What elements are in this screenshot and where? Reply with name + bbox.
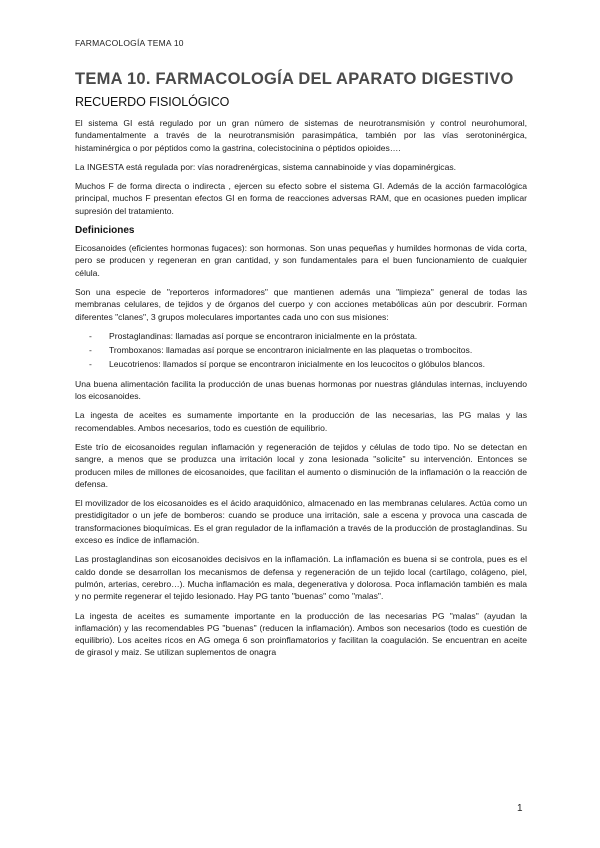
eicosanoid-list	[75, 330, 527, 371]
paragraph-def-2: Son una especie de "reporteros informadores" que mantienen además una "limpieza" general de todas las membranas celulares, de tejidos y de órganos del cuerpo y con acciones metabólicas aún por descubrir. Forman diferentes "clanes", 3 grupos moleculares importantes cada uno con sus misiones:	[75, 286, 527, 322]
paragraph-body-5: Las prostaglandinas son eicosanoides decisivos en la inflamación. La inflamación es buena si se controla, pues es el caldo donde se desarrollan los mecanismos de defensa y regeneración de un tejido local (cartílago, colágeno, piel, pulmón, arterias, cerebro…). Mucha inflamación es mala, degenerativa y dolorosa. Poca inflamación también es mala y no permite regenerar el tejido lesionado. Hay PG tanto "buenas" como "malas".	[75, 554, 527, 602]
list-item	[75, 358, 527, 370]
paragraph-body-3: Este trío de eicosanoides regulan inflamación y regeneración de tejidos y células de todo tipo. No se detectan en sangre, a menos que se produzca una irritación local y zona lesionada "solicite" su intervención. Entonces se producen miles de millones de eicosanoides, que facilitan el aumento o disminución de la inflamación o la reacción de defensa.	[75, 441, 527, 489]
running-header: FARMACOLOGÍA TEMA 10	[75, 38, 184, 48]
paragraph-intro-1: El sistema GI está regulado por un gran número de sistemas de neurotransmisión y control neurohumoral, fundamentalmente a través de la neurotransmisión parasimpática, también por las vías serotoninérgica, histaminérgica o por péptidos como la gastrina, colecistocinina o péptidos opioides….	[75, 118, 527, 153]
paragraph-body-6: La ingesta de aceites es sumamente importante en la producción de las necesarias PG "malas" (ayudan la inflamación) y las recomendables PG "buenas" (reducen la inflamación). Ambos son necesarios (todo es cuestión de equilibrio). Los aceites ricos en AG omega 6 son proinflamatorios y facilitan la coagulación. Se encuentran en aceite de girasol y maiz. Se utilizan suplementos de onagra	[75, 610, 527, 658]
list-marker: -	[89, 359, 92, 370]
paragraph-intro-3: Muchos F de forma directa o indirecta , ejercen su efecto sobre el sistema GI. Además de la acción farmacológica principal, muchos F presentan efectos GI en forma de reacciones adversas RAM, que en ocasiones pueden implicar supresión del tratamiento.	[75, 181, 527, 216]
document-title: TEMA 10. FARMACOLOGÍA DEL APARATO DIGESTIVO	[75, 70, 514, 88]
list-marker: -	[89, 330, 92, 341]
page-number: 1	[517, 803, 523, 814]
paragraph-body-1: Una buena alimentación facilita la producción de unas buenas hormonas por nuestras glándulas internas, incluyendo los eicosanoides.	[75, 378, 527, 402]
paragraph-def-1: Eicosanoides (eficientes hormonas fugaces): son hormonas. Son unas pequeñas y humildes hormonas de vida corta, pero se producen y regeneran en gran cantidad, y son fundamentales para el buen funcionamiento de cualquier célula.	[75, 243, 527, 278]
list-item	[75, 344, 527, 356]
paragraph-body-4: El movilizador de los eicosanoides es el ácido araquidónico, almacenado en las membranas celulares. Actúa como un prestidigitador o un jefe de bomberos: cuando se produce una irritación, sale a escena y provoca una cascada de transformaciones bioquímicas. Es el gran regulador de la inflamación a través de la producción de prostaglandinas. Su exceso es índice de inflamación.	[75, 498, 527, 546]
paragraph-intro-2: La INGESTA está regulada por: vías noradrenérgicas, sistema cannabinoide y vías dopaminérgicas.	[75, 161, 457, 172]
section-heading-recuerdo: RECUERDO FISIOLÓGICO	[75, 95, 230, 109]
paragraph-body-2: La ingesta de aceites es sumamente importante en la producción de las necesarias, las PG malas y las recomendables. Ambos necesarios, todo es cuestión de equilibrio.	[75, 410, 527, 433]
list-item	[75, 330, 527, 342]
definitions-heading: Definiciones	[75, 225, 135, 237]
list-item-text: Tromboxanos: llamadas así porque se encontraron inicialmente en las plaquetas o trombocitos.	[109, 345, 473, 356]
list-marker: -	[89, 345, 92, 356]
page-content	[75, 70, 527, 666]
list-item-text: Leucotrienos: llamados sí porque se encontraron inicialmente en los leucocitos o glóbulos blancos.	[109, 359, 485, 370]
list-item-text: Prostaglandinas: llamadas así porque se encontraron inicialmente en la próstata.	[109, 330, 418, 341]
